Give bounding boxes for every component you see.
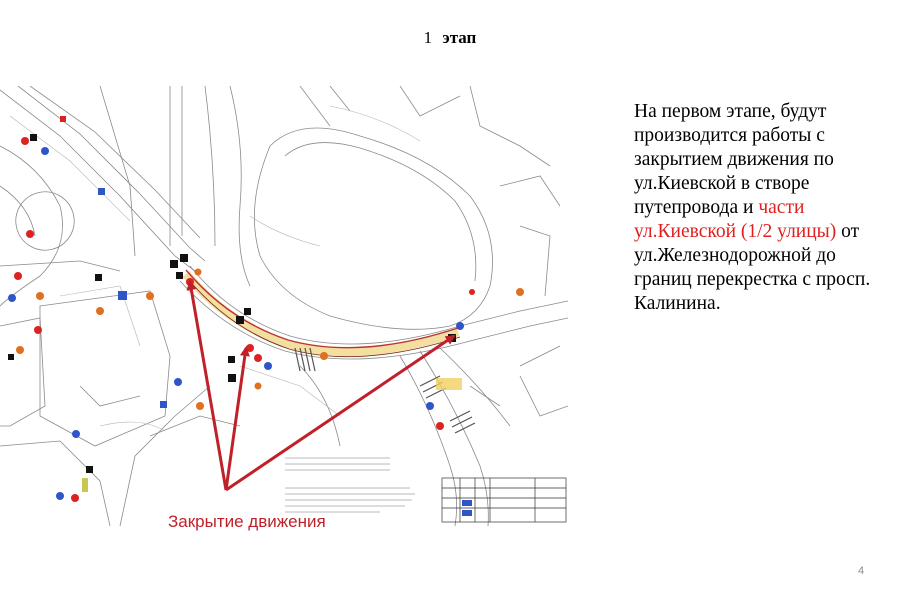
- drawing-notes: [285, 458, 415, 512]
- construction-plan-map: [0, 86, 568, 526]
- crossing-highlight: [436, 378, 462, 390]
- description-highlight: части ул.Киевской (1/2 улицы): [634, 197, 837, 242]
- pedestrian-crossings: [295, 348, 475, 433]
- description-text-2: от ул.Железнодорожной до границ перекрестка с просп. Калинина.: [634, 221, 871, 314]
- detail-lines: [10, 106, 420, 431]
- description-text-1: На первом этапе, будут производится работы с закрытием движения по ул.Киевской в створе путепровода и: [634, 101, 834, 218]
- drawing-stamp: [442, 478, 566, 522]
- slide-title: [0, 28, 900, 48]
- street-linework: [0, 86, 568, 526]
- traffic-closure-caption: Закрытие движения: [168, 512, 326, 531]
- stage-description: [634, 100, 896, 316]
- stage-label: этап: [442, 28, 477, 47]
- traffic-signs: [8, 116, 524, 502]
- stage-number: 1: [423, 28, 433, 47]
- page-number: 4: [858, 565, 865, 577]
